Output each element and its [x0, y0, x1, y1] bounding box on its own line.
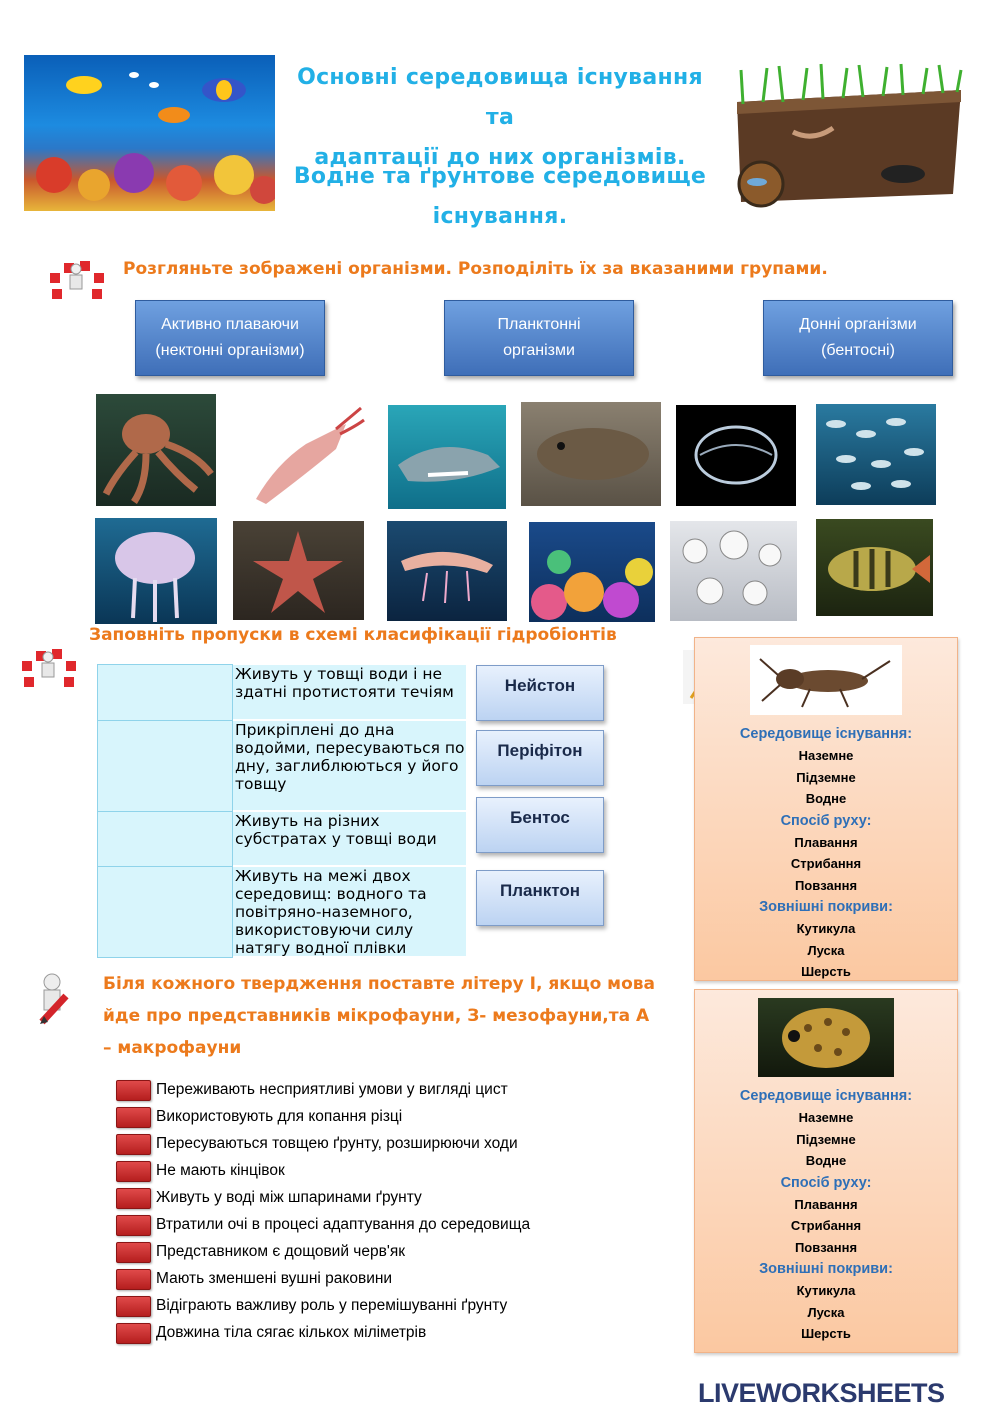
task3-instruction-line3: – макрофауни [103, 1038, 242, 1058]
group-plankton-line2: організми [503, 342, 575, 359]
coral-reef-image [24, 55, 275, 211]
soil-habitat-image [733, 62, 965, 210]
movement-option[interactable]: Стрибання [790, 1218, 862, 1233]
answer-input-box[interactable] [116, 1269, 151, 1290]
answer-input-box[interactable] [116, 1107, 151, 1128]
movement-option[interactable]: Повзання [794, 1239, 858, 1255]
habitat-label: Середовище існування: [739, 726, 913, 742]
cover-option[interactable]: Кутикула [796, 1283, 856, 1298]
task2-instruction: Заповніть пропуски в схемі класифікації гідробіонтів [89, 625, 617, 645]
answer-input-box[interactable] [116, 1080, 151, 1101]
group-plankton-line1: Планктонні [497, 316, 581, 333]
flatfish-image[interactable] [521, 402, 661, 506]
task3-instruction [103, 968, 655, 1064]
group-benthos-button[interactable] [763, 300, 953, 376]
fish-school-image[interactable] [816, 404, 936, 505]
term-neuston-button[interactable]: Нейстон [476, 665, 604, 721]
cover-option[interactable]: Луска [807, 1304, 845, 1320]
answer-input-box[interactable] [116, 1161, 151, 1182]
habitat-option[interactable]: Підземне [796, 769, 856, 785]
statement-text: Довжина тіла сягає кількох міліметрів [156, 1324, 427, 1341]
answer-input-box[interactable] [116, 1215, 151, 1236]
description-2: Прикріплені до дна водойми, пересуваються по дну, заглиблюються у його товщу [233, 721, 466, 810]
title-line-1: Основні середовища існування та [297, 65, 703, 130]
statement-text: Представником є дощовий черв'як [156, 1243, 405, 1260]
page-subtitle [285, 157, 715, 237]
porcupine-fish-image [758, 998, 894, 1077]
corals-image[interactable] [529, 522, 655, 622]
group-plankton-button[interactable] [444, 300, 634, 376]
jellyfish-image[interactable] [95, 518, 217, 624]
subtitle-line-1: Водне та ґрунтове середовище [293, 164, 707, 189]
group-benthos-line1: Донні організми [799, 316, 917, 333]
classification-drop-slot-4[interactable] [97, 866, 233, 958]
classification-drop-slot-1[interactable] [97, 664, 233, 721]
movement-option[interactable]: Стрибання [790, 856, 862, 871]
task1-instruction: Розгляньте зображені організми. Розподіліть їх за вказаними групами. [123, 259, 828, 279]
movement-option[interactable]: Повзання [794, 877, 858, 893]
description-1: Живуть у товщі води і не здатні протистояти течіям [233, 665, 466, 719]
group-nekton-button[interactable] [135, 300, 325, 376]
habitat-option[interactable]: Водне [805, 1153, 847, 1168]
habitat-option[interactable]: Наземне [798, 1110, 854, 1125]
liveworksheets-logo: LIVEWORKSHEETS [698, 1378, 945, 1408]
movement-label: Спосіб руху: [780, 1174, 872, 1191]
habitat-option[interactable]: Підземне [796, 1131, 856, 1147]
statement-text: Відіграють важливу роль у перемішуванні ґрунту [156, 1297, 508, 1314]
term-periphyton-button[interactable]: Періфітон [476, 730, 604, 786]
shark-image[interactable] [388, 405, 506, 509]
starfish-image[interactable] [233, 521, 364, 620]
habitat-option[interactable]: Водне [805, 791, 847, 806]
group-nekton-line2: (нектонні організми) [155, 342, 305, 359]
statement-text: Втратили очі в процесі адаптування до середовища [156, 1216, 531, 1233]
habitat-option[interactable]: Наземне [798, 748, 854, 763]
classification-drop-slot-3[interactable] [97, 811, 233, 867]
task3-instruction-line2: йде про представників мікрофауни, З- мезофауни,та А [103, 1006, 650, 1026]
answer-input-box[interactable] [116, 1188, 151, 1209]
subtitle-line-2: існування. [432, 204, 568, 229]
group-benthos-line2: (бентосні) [821, 342, 895, 359]
term-plankton-button[interactable]: Планктон [476, 870, 604, 926]
organism-card-1 [694, 637, 958, 981]
mole-cricket-image [750, 645, 902, 715]
statement-text: Переживають несприятливі умови у вигляді цист [156, 1081, 508, 1098]
movement-option[interactable]: Плавання [794, 834, 858, 850]
group-nekton-line1: Активно плаваючи [161, 316, 299, 333]
classification-drop-slot-2[interactable] [97, 720, 233, 812]
answer-input-box[interactable] [116, 1134, 151, 1155]
radiolaria-image[interactable] [670, 521, 797, 621]
cover-label: Зовнішні покриви: [759, 1261, 893, 1277]
cover-option[interactable]: Луска [807, 942, 845, 958]
title-line-2: адаптації до них організмів. [314, 145, 686, 170]
statement-text: Мають зменшені вушні раковини [156, 1270, 393, 1287]
cover-label: Зовнішні покриви: [759, 899, 893, 915]
statement-text: Не мають кінцівок [156, 1162, 285, 1179]
krill-image[interactable] [387, 521, 507, 621]
puzzle-icon [18, 645, 78, 691]
cover-option[interactable]: Шерсть [801, 1326, 851, 1341]
description-4: Живуть на межі двох середовищ: водного та повітряно-наземного, використовуючи силу натягу водної плівки [233, 867, 466, 956]
squid-image[interactable] [236, 404, 366, 508]
puzzle-icon [46, 257, 106, 303]
statement-text: Пересуваються товщею ґрунту, розширюючи ходи [156, 1135, 518, 1152]
term-benthos-button[interactable]: Бентос [476, 797, 604, 853]
movement-label: Спосіб руху: [780, 812, 872, 829]
organism-card-2 [694, 989, 958, 1353]
habitat-label: Середовище існування: [739, 1088, 913, 1104]
writing-figure-icon [32, 972, 74, 1030]
perch-image[interactable] [816, 519, 933, 616]
comb-jelly-image[interactable] [676, 405, 796, 506]
answer-input-box[interactable] [116, 1242, 151, 1263]
answer-input-box[interactable] [116, 1323, 151, 1344]
octopus-image[interactable] [96, 394, 216, 506]
task3-instruction-line1: Біля кожного твердження поставте літеру І, якщо мова [103, 974, 655, 994]
cover-option[interactable]: Кутикула [796, 921, 856, 936]
cover-option[interactable]: Шерсть [801, 964, 851, 979]
answer-input-box[interactable] [116, 1296, 151, 1317]
movement-option[interactable]: Плавання [794, 1196, 858, 1212]
statement-text: Живуть у воді між шпаринами ґрунту [156, 1189, 422, 1206]
statement-text: Використовують для копання різці [156, 1108, 403, 1125]
description-3: Живуть на різних субстратах у товщі води [233, 812, 466, 865]
